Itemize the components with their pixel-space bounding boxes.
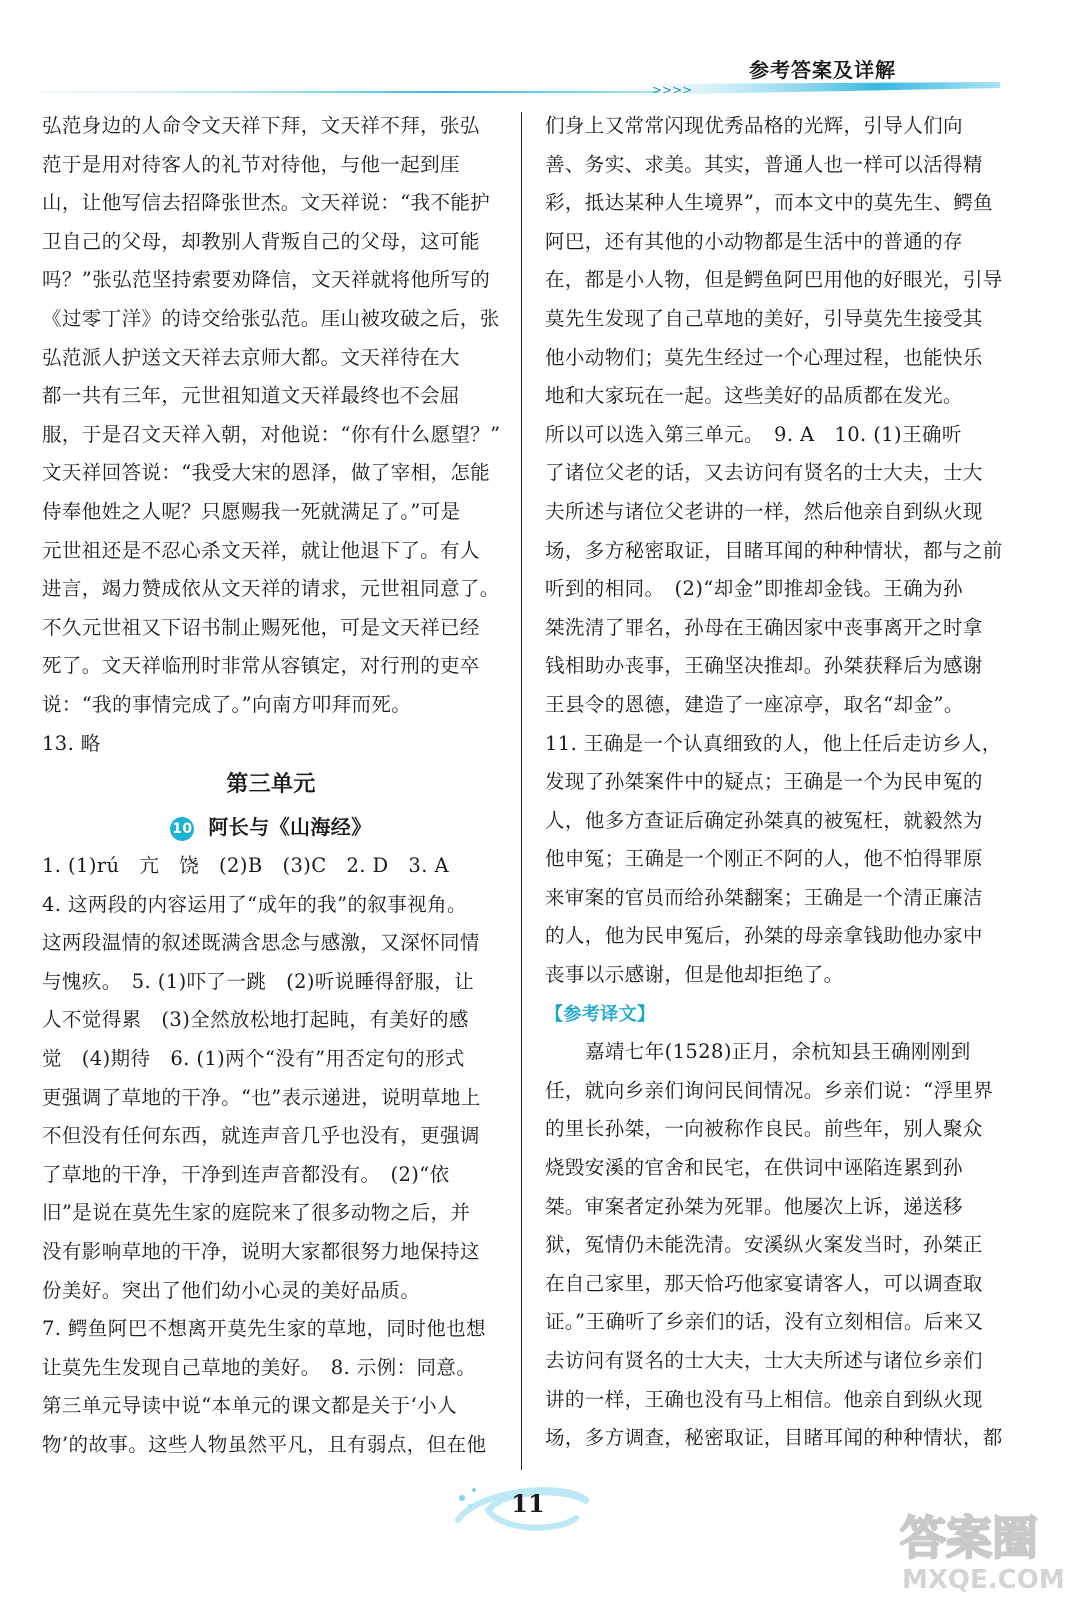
left-column [42,107,500,1465]
text-line: 第三单元导读中说“本单元的课文都是关于‘小人 [42,1394,457,1418]
text-line: 地和大家玩在一起。这些美好的品质都在发光。 [545,384,963,408]
text-line: 所以可以选入第三单元。 9. A 10. (1)王确听 [545,422,962,446]
text-line: 觉 (4)期待 6. (1)两个“没有”用否定句的形式 [42,1047,465,1071]
text-line: 让莫先生发现自己草地的美好。 8. 示例：同意。 [42,1355,477,1379]
lesson-number-badge: 10 [170,817,194,841]
text-line: 死了。文天祥临刑时非常从容镇定，对行刑的吏卒 [42,654,480,678]
text-line: 在自己家里，那天恰巧他家宴请客人，可以调查取 [545,1271,983,1295]
left-text-block-b [42,847,500,1465]
left-text-block-a [42,107,500,725]
text-line: 没有影响草地的干净，说明大家都很努力地保持这 [42,1240,480,1264]
text-line: 范于是用对待客人的礼节对待他，与他一起到厓 [42,152,460,176]
text-line: 钱相助办丧事，王确坚决推却。孙桀获释后为感谢 [545,654,983,678]
svg-text:>>>>: >>>> [652,83,693,97]
text-line: 山，让他写信去招降张世杰。文天祥说：“我不能护 [42,191,491,215]
text-line: 物’的故事。这些人物虽然平凡，且有弱点，但在他 [42,1433,487,1456]
text-line: 彩，抵达某种人生境界”，而本文中的莫先生、鳄鱼 [545,191,994,215]
text-line: 场，多方秘密取证，目睹耳闻的种种情状，都与之前 [545,538,1003,562]
text-line: 烧毁安溪的官舍和民宅，在供词中诬陷连累到孙 [545,1156,963,1180]
text-line: 4. 这两段的内容运用了“成年的我”的叙事视角。 [42,892,467,916]
text-line: 王县令的恩德，建造了一座凉亭，取名“却金”。 [545,692,964,716]
text-line: 人不觉得累 (3)全然放松地打起盹，有美好的感 [42,1008,469,1032]
watermark-logo [880,1496,1080,1596]
text-line: 人，他多方查证后确定孙桀真的被冤枉，就毅然为 [545,808,983,832]
text-line: 善、务实、求美。其实，普通人也一样可以活得精 [545,152,983,176]
text-line: 桀洗清了罪名，孙母在王确因家中丧事离开之时拿 [545,615,983,639]
text-line: 们身上又常常闪现优秀品格的光辉，引导人们向 [545,114,963,137]
text-line: 听到的相同。 (2)“却金”即推却金钱。王确为孙 [545,577,963,601]
text-line: 弘范派人护送文天祥去京师大都。文天祥待在大 [42,345,460,369]
text-line: 的人，他为民申冤后，孙桀的母亲拿钱助他办家中 [545,924,983,948]
lesson-heading [42,807,500,847]
text-line: 11. 王确是一个认真细致的人，他上任后走访乡人， [545,731,1002,755]
text-line: 证。”王确听了乡亲们的话，没有立刻相信。后来又 [545,1310,984,1334]
text-line: 了诸位父老的话，又去访问有贤名的士大夫，士大 [545,461,983,485]
text-line: 任，就向乡亲们询问民间情况。乡亲们说：“浮里界 [545,1078,994,1102]
text-line: 《过零丁洋》的诗交给张弘范。厓山被攻破之后，张 [42,306,500,330]
text-line: 进言，竭力赞成依从文天祥的请求，元世祖同意了。 [42,577,500,601]
text-line: 阿巴，还有其他的小动物都是生活中的普通的存 [545,229,963,253]
text-line: 7. 鳄鱼阿巴不想离开莫先生家的草地，同时他也想 [42,1317,486,1341]
text-line: 份美好。突出了他们幼小心灵的美好品质。 [42,1278,421,1302]
text-line: 桀。审案者定孙桀为死罪。他屡次上诉，递送移 [545,1194,963,1218]
watermark-line1: 答案圈 [900,1511,1038,1565]
right-text-block-a [545,107,1003,995]
text-line: 不久元世祖又下诏书制止赐死他，可是文天祥已经 [42,615,480,639]
answer-13: 13. 略 [42,731,101,755]
watermark-line2: MXQE.COM [902,1565,1065,1595]
text-line: 元世祖还是不忍心杀文天祥，就让他退下了。有人 [42,538,480,562]
text-line: 1. (1)rú 亢 饶 (2)B (3)C 2. D 3. A [42,854,449,878]
text-line: 这两段温情的叙述既满含思念与感激，又深怀同情 [42,931,480,955]
right-column [545,107,1003,1458]
header-title: 参考答案及详解 [749,58,896,82]
text-line: 丧事以示感谢，但是他却拒绝了。 [545,963,844,987]
text-line: 不但没有任何东西，就连声音几乎也没有，更强调 [42,1124,480,1148]
text-line: 旧”是说在莫先生家的庭院来了很多动物之后，并 [42,1201,471,1225]
text-line: 吗？”张弘范坚持索要劝降信，文天祥就将他所写的 [42,268,491,292]
text-line: 夫所述与诸位父老讲的一样，然后他亲自到纵火现 [545,499,983,523]
text-line: 他申冤；王确是一个刚正不阿的人，他不怕得罪原 [545,847,983,871]
header-decoration [40,82,1000,98]
text-line: 他小动物们；莫先生经过一个心理过程，也能快乐 [545,345,983,369]
text-line: 的里长孙桀，一向被称作良民。前些年，别人聚众 [545,1117,983,1141]
lesson-title: 阿长与《山海经》 [208,815,372,840]
text-line: 了草地的干净，干净到连声音都没有。 (2)“依 [42,1162,450,1186]
text-line: 莫先生发现了自己草地的美好，引导莫先生接受其 [545,306,983,330]
text-line: 服，于是召文天祥入朝，对他说：“你有什么愿望？” [42,422,501,446]
text-line: 更强调了草地的干净。“也”表示递进，说明草地上 [42,1085,481,1109]
text-line: 弘范身边的人命令文天祥下拜，文天祥不拜，张弘 [42,114,480,137]
text-line: 来审案的官员而给孙桀翻案；王确是一个清正廉洁 [545,885,983,909]
reference-translation-tag-row [545,995,1003,1034]
text-line: 去访问有贤名的士大夫，士大夫所述与诸位乡亲们 [545,1349,983,1372]
right-text-block-b [545,1033,1003,1458]
text-line: 文天祥回答说：“我受大宋的恩泽，做了宰相，怎能 [42,461,491,485]
text-line: 发现了孙桀案件中的疑点；王确是一个为民申冤的 [545,770,983,794]
page-number: 11 [511,1489,545,1518]
text-line: 说：“我的事情完成了。”向南方叩拜而死。 [42,692,412,716]
unit-title: 第三单元 [226,772,316,798]
text-line: 场，多方调查，秘密取证，目睹耳闻的种种情状，都 [545,1426,1003,1450]
text-line: 嘉靖七年(1528)正月，余杭知县王确刚刚到 [585,1040,971,1064]
text-line: 卫自己的父母，却教别人背叛自己的父母，这可能 [42,229,480,253]
reference-translation-tag: 【参考译文】 [545,1003,656,1025]
text-line: 在，都是小人物，但是鳄鱼阿巴用他的好眼光，引导 [545,268,1003,292]
text-line: 讲的一样，王确也没有马上相信。他亲自到纵火现 [545,1387,983,1411]
text-line: 都一共有三年，元世祖知道文天祥最终也不会屈 [42,384,460,408]
text-line: 侍奉他姓之人呢？只愿赐我一死就满足了。”可是 [42,499,461,523]
page-number-decoration [448,1480,598,1540]
column-divider [521,112,522,1470]
text-line: 与愧疚。 5. (1)吓了一跳 (2)听说睡得舒服，让 [42,969,475,993]
text-line: 狱，冤情仍未能洗清。安溪纵火案发当时，孙桀正 [545,1233,983,1257]
